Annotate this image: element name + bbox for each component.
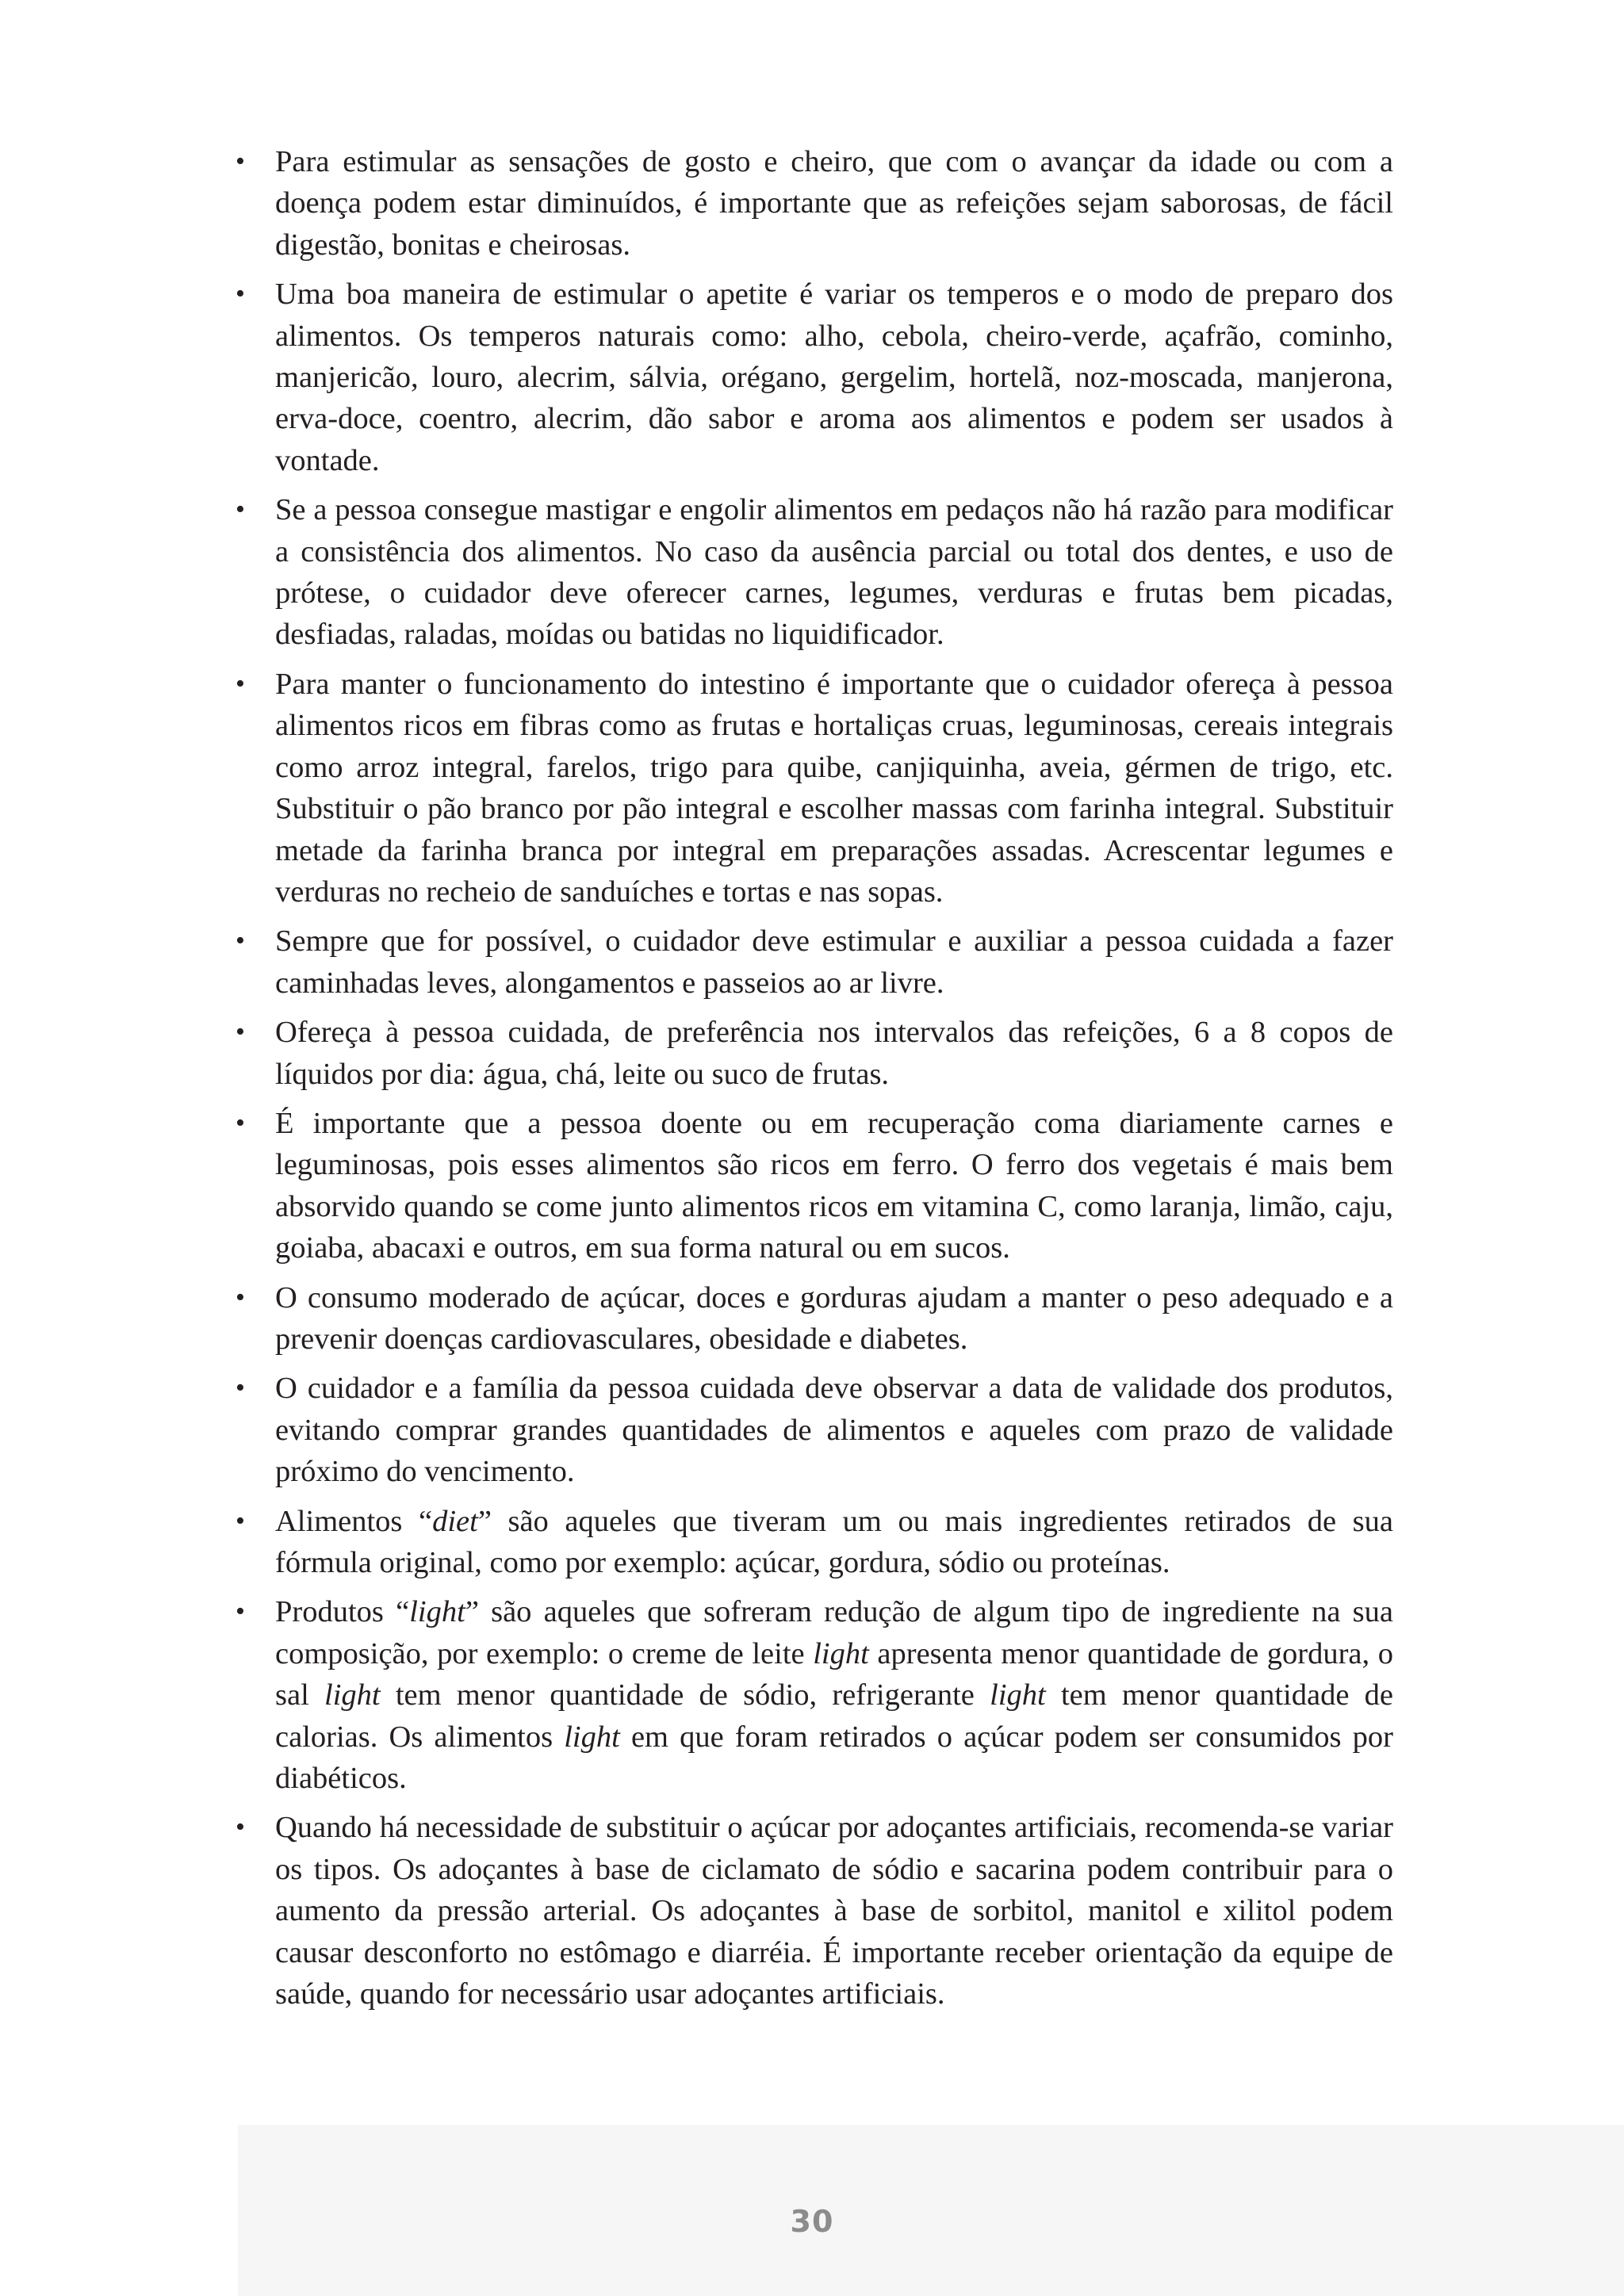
- item-text: Para estimular as sensações de gosto e cheiro, que com o avançar da idade ou com a doença podem estar diminuídos, é importante que as refeições sejam saborosas, de fácil digestão, bonitas e cheirosas.: [275, 145, 1393, 262]
- list-item: [234, 1591, 1393, 1799]
- item-text: Ofereça à pessoa cuidada, de preferência nos intervalos das refeições, 6 a 8 copos de líquidos por dia: água, chá, leite ou suco de frutas.: [275, 1016, 1393, 1091]
- bullet-icon: •: [236, 926, 245, 956]
- italic-term: light: [990, 1678, 1046, 1712]
- item-text: Para manter o funcionamento do intestino é importante que o cuidador ofereça à pessoa alimentos ricos em fibras como as frutas e hortaliças cruas, leguminosas, cereais integrais como arroz integral, farelos, trigo para quibe, canjiquinha, aveia, gérmen de trigo, etc. Substituir o pão branco por pão integral e escolher massas com farinha integral. Substituir metade da farinha branca por integral em preparações assadas. Acrescentar legumes e verduras no recheio de sanduíches e tortas e nas sopas.: [275, 667, 1393, 909]
- list-item: [234, 1277, 1393, 1360]
- italic-term: light: [813, 1636, 869, 1670]
- italic-term: light: [564, 1720, 620, 1754]
- item-text: Sempre que for possível, o cuidador deve estimular e auxiliar a pessoa cuidada a fazer caminhadas leves, alongamentos e passeios ao ar livre.: [275, 924, 1393, 1000]
- page-number: 30: [790, 2204, 834, 2239]
- item-text: O cuidador e a família da pessoa cuidada deve observar a data de validade dos produtos, evitando comprar grandes quantidades de alimentos e aqueles com prazo de validade próximo do vencimento.: [275, 1372, 1393, 1489]
- bullet-list: [234, 141, 1393, 2015]
- bullet-icon: •: [236, 1812, 245, 1843]
- italic-term: diet: [432, 1504, 478, 1538]
- item-text: Se a pessoa consegue mastigar e engolir alimentos em pedaços não há razão para modificar a consistência dos alimentos. No caso da ausência parcial ou total dos dentes, e uso de prótese, o cuidador deve oferecer carnes, legumes, verduras e frutas bem picadas, desfiadas, raladas, moídas ou batidas no liquidificador.: [275, 493, 1393, 652]
- page-content: [234, 141, 1393, 2022]
- list-item: [234, 1368, 1393, 1492]
- bullet-icon: •: [236, 147, 245, 176]
- list-item: [234, 920, 1393, 1004]
- bullet-icon: •: [236, 1506, 245, 1536]
- item-text: ” são aqueles que tiveram um ou mais ingredientes retirados de sua fórmula original, como por exemplo: açúcar, gordura, sódio ou proteínas.: [275, 1504, 1394, 1579]
- bullet-icon: •: [236, 1597, 245, 1627]
- list-item: [234, 274, 1393, 481]
- item-text: É importante que a pessoa doente ou em recuperação coma diariamente carnes e leguminosas, pois esses alimentos são ricos em ferro. O ferro dos vegetais é mais bem absorvido quando se come junto alimentos ricos em vitamina C, como laranja, limão, caju, goiaba, abacaxi e outros, em sua forma natural ou em sucos.: [275, 1106, 1393, 1265]
- list-item: [234, 141, 1393, 266]
- italic-term: light: [324, 1678, 381, 1712]
- item-text: em que foram retirados o açúcar podem ser consumidos por diabéticos.: [275, 1720, 1393, 1796]
- list-item: [234, 1501, 1393, 1584]
- list-item: [234, 1807, 1393, 2015]
- bullet-icon: •: [236, 495, 245, 525]
- item-text: Produtos “: [275, 1595, 410, 1629]
- list-item: [234, 1103, 1393, 1269]
- item-text: Uma boa maneira de estimular o apetite é variar os temperos e o modo de preparo dos alimentos. Os temperos naturais como: alho, cebola, cheiro-verde, açafrão, cominho, manjericão, louro, alecrim, sálvia, orégano, gergelim, hortelã, noz-moscada, manjerona, erva-doce, coentro, alecrim, dão sabor e aroma aos alimentos e podem ser usados à vontade.: [275, 277, 1393, 477]
- bullet-icon: •: [236, 1373, 245, 1403]
- bullet-icon: •: [236, 1282, 245, 1312]
- item-text: Quando há necessidade de substituir o açúcar por adoçantes artificiais, recomenda-se variar os tipos. Os adoçantes à base de ciclamato de sódio e sacarina podem contribuir para o aumento da pressão arterial. Os adoçantes à base de sorbitol, manitol e xilitol podem causar desconforto no estômago e diarréia. É importante receber orientação da equipe de saúde, quando for necessário usar adoçantes artificiais.: [275, 1811, 1393, 2011]
- list-item: [234, 664, 1393, 913]
- list-item: [234, 489, 1393, 656]
- italic-term: light: [409, 1595, 465, 1629]
- item-text: O consumo moderado de açúcar, doces e gorduras ajudam a manter o peso adequado e a prevenir doenças cardiovasculares, obesidade e diabetes.: [275, 1280, 1393, 1356]
- item-text: apresenta menor quantidade de gordura, o sal: [275, 1636, 1393, 1712]
- bullet-icon: •: [236, 279, 245, 309]
- bullet-icon: •: [236, 1108, 245, 1138]
- item-text: Alimentos “: [275, 1504, 433, 1538]
- bullet-icon: •: [236, 668, 245, 698]
- list-item: [234, 1012, 1393, 1095]
- bullet-icon: •: [236, 1017, 245, 1047]
- item-text: ” são aqueles que sofreram redução de algum tipo de ingrediente na sua composição, por exemplo: o creme de leite: [275, 1595, 1394, 1670]
- item-text: tem menor quantidade de calorias. Os alimentos: [275, 1678, 1393, 1754]
- item-text: tem menor quantidade de sódio, refrigerante: [380, 1678, 990, 1712]
